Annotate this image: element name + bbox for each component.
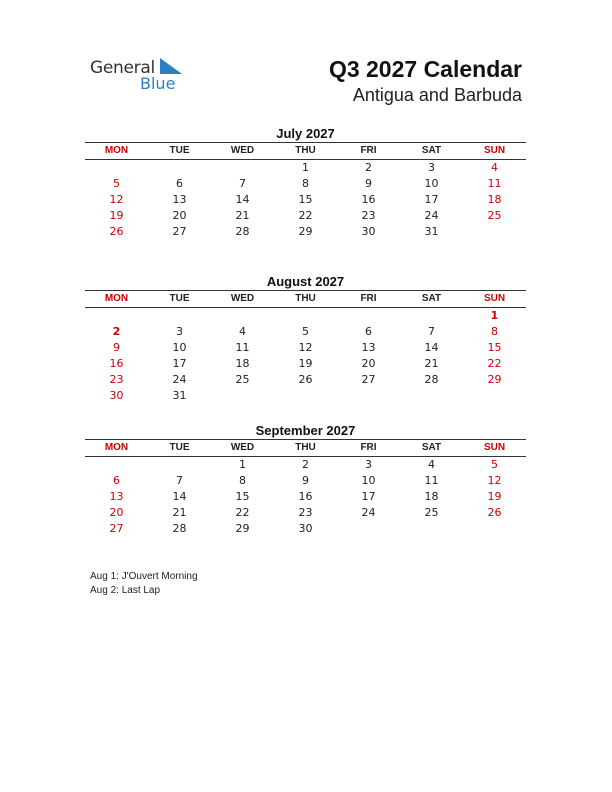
day-cell: 8 bbox=[491, 325, 498, 338]
day-cell: 15 bbox=[298, 193, 313, 206]
day-cell: 16 bbox=[109, 357, 124, 370]
day-cell: 3 bbox=[428, 161, 435, 174]
day-cell: 22 bbox=[235, 506, 250, 519]
day-cell: 1 bbox=[239, 458, 246, 471]
weekday-wed: WED bbox=[230, 442, 255, 453]
day-cell: 4 bbox=[491, 161, 498, 174]
month-title: August 2027 bbox=[266, 274, 345, 289]
month-august bbox=[85, 273, 526, 404]
day-cell: 5 bbox=[113, 177, 120, 190]
day-cell: 20 bbox=[172, 209, 187, 222]
week-row bbox=[85, 505, 526, 521]
day-cell: 31 bbox=[424, 225, 439, 238]
day-cell: 30 bbox=[361, 225, 376, 238]
day-cell: 6 bbox=[176, 177, 183, 190]
logo-flag-icon bbox=[160, 58, 182, 74]
month-grid bbox=[85, 142, 526, 240]
day-cell: 27 bbox=[109, 522, 124, 535]
day-cell: 11 bbox=[487, 177, 502, 190]
day-cell: 10 bbox=[361, 474, 376, 487]
day-cell: 15 bbox=[487, 341, 502, 354]
month-july bbox=[85, 125, 526, 240]
day-cell bbox=[211, 308, 274, 324]
day-cell: 5 bbox=[491, 458, 498, 471]
day-cell bbox=[400, 521, 463, 537]
day-cell: 5 bbox=[302, 325, 309, 338]
logo-word-blue: Blue bbox=[140, 74, 176, 93]
day-cell: 14 bbox=[235, 193, 250, 206]
logo-word-general: General bbox=[90, 58, 155, 78]
weekday-mon: MON bbox=[104, 293, 129, 304]
weekday-sat: SAT bbox=[421, 293, 442, 304]
day-cell: 8 bbox=[302, 177, 309, 190]
day-cell bbox=[274, 388, 337, 404]
day-cell: 29 bbox=[298, 225, 313, 238]
day-cell: 2 bbox=[112, 325, 121, 338]
weekday-wed: WED bbox=[230, 293, 255, 304]
day-cell bbox=[463, 388, 526, 404]
week-row bbox=[85, 176, 526, 192]
day-cell: 22 bbox=[487, 357, 502, 370]
day-cell: 21 bbox=[235, 209, 250, 222]
week-row bbox=[85, 473, 526, 489]
month-title: July 2027 bbox=[276, 126, 335, 141]
day-cell bbox=[148, 160, 211, 176]
holiday-list bbox=[90, 570, 198, 598]
day-cell: 12 bbox=[109, 193, 124, 206]
day-cell: 10 bbox=[424, 177, 439, 190]
weekday-header-row bbox=[85, 440, 526, 457]
weekday-sat: SAT bbox=[421, 145, 442, 156]
day-cell: 24 bbox=[424, 209, 439, 222]
day-cell bbox=[337, 308, 400, 324]
weekday-mon: MON bbox=[104, 442, 129, 453]
month-grid bbox=[85, 290, 526, 404]
day-cell: 13 bbox=[172, 193, 187, 206]
weekday-wed: WED bbox=[230, 145, 255, 156]
week-row bbox=[85, 356, 526, 372]
week-row bbox=[85, 192, 526, 208]
weekday-tue: TUE bbox=[169, 442, 190, 453]
day-cell: 13 bbox=[361, 341, 376, 354]
day-cell bbox=[463, 224, 526, 240]
day-cell: 3 bbox=[365, 458, 372, 471]
weekday-sun: SUN bbox=[483, 442, 506, 453]
day-cell: 29 bbox=[487, 373, 502, 386]
day-cell: 16 bbox=[361, 193, 376, 206]
day-cell: 1 bbox=[490, 309, 499, 322]
day-cell: 15 bbox=[235, 490, 250, 503]
day-cell: 18 bbox=[235, 357, 250, 370]
month-title: September 2027 bbox=[255, 423, 356, 438]
day-cell: 20 bbox=[109, 506, 124, 519]
day-cell: 6 bbox=[113, 474, 120, 487]
day-cell: 26 bbox=[109, 225, 124, 238]
day-cell: 18 bbox=[487, 193, 502, 206]
day-cell: 9 bbox=[113, 341, 120, 354]
day-cell: 3 bbox=[176, 325, 183, 338]
month-grid bbox=[85, 439, 526, 537]
day-cell: 19 bbox=[109, 209, 124, 222]
weekday-sat: SAT bbox=[421, 442, 442, 453]
day-cell: 9 bbox=[302, 474, 309, 487]
day-cell: 28 bbox=[424, 373, 439, 386]
day-cell bbox=[400, 308, 463, 324]
day-cell: 8 bbox=[239, 474, 246, 487]
week-row bbox=[85, 457, 526, 473]
week-row bbox=[85, 372, 526, 388]
day-cell: 31 bbox=[172, 389, 187, 402]
day-cell: 7 bbox=[428, 325, 435, 338]
month-september bbox=[85, 422, 526, 537]
day-cell: 30 bbox=[298, 522, 313, 535]
holiday-item: Aug 1: J'Ouvert Morning bbox=[90, 571, 198, 582]
day-cell: 25 bbox=[424, 506, 439, 519]
day-cell bbox=[274, 308, 337, 324]
day-cell: 21 bbox=[424, 357, 439, 370]
weekday-thu: THU bbox=[295, 145, 316, 156]
day-cell bbox=[337, 388, 400, 404]
week-row bbox=[85, 521, 526, 537]
day-cell: 6 bbox=[365, 325, 372, 338]
day-cell bbox=[85, 160, 148, 176]
day-cell bbox=[148, 457, 211, 473]
day-cell: 14 bbox=[172, 490, 187, 503]
day-cell: 10 bbox=[172, 341, 187, 354]
day-cell: 9 bbox=[365, 177, 372, 190]
weekday-thu: THU bbox=[295, 442, 316, 453]
day-cell: 2 bbox=[302, 458, 309, 471]
day-cell: 23 bbox=[109, 373, 124, 386]
weekday-header-row bbox=[85, 143, 526, 160]
day-cell bbox=[148, 308, 211, 324]
day-cell: 25 bbox=[487, 209, 502, 222]
holiday-item: Aug 2: Last Lap bbox=[90, 585, 161, 596]
day-cell: 12 bbox=[298, 341, 313, 354]
day-cell: 17 bbox=[172, 357, 187, 370]
day-cell: 28 bbox=[235, 225, 250, 238]
week-row bbox=[85, 160, 526, 176]
day-cell: 21 bbox=[172, 506, 187, 519]
day-cell: 17 bbox=[361, 490, 376, 503]
day-cell: 27 bbox=[361, 373, 376, 386]
day-cell: 28 bbox=[172, 522, 187, 535]
day-cell: 4 bbox=[428, 458, 435, 471]
day-cell bbox=[463, 521, 526, 537]
week-row bbox=[85, 340, 526, 356]
day-cell: 25 bbox=[235, 373, 250, 386]
week-row bbox=[85, 489, 526, 505]
day-cell: 24 bbox=[361, 506, 376, 519]
week-row bbox=[85, 308, 526, 324]
day-cell bbox=[400, 388, 463, 404]
week-row bbox=[85, 224, 526, 240]
weekday-mon: MON bbox=[104, 145, 129, 156]
day-cell: 26 bbox=[487, 506, 502, 519]
day-cell: 11 bbox=[235, 341, 250, 354]
weekday-fri: FRI bbox=[360, 442, 377, 453]
day-cell: 19 bbox=[298, 357, 313, 370]
day-cell: 23 bbox=[298, 506, 313, 519]
day-cell: 17 bbox=[424, 193, 439, 206]
day-cell: 1 bbox=[302, 161, 309, 174]
weekday-tue: TUE bbox=[169, 145, 190, 156]
day-cell: 22 bbox=[298, 209, 313, 222]
day-cell: 13 bbox=[109, 490, 124, 503]
weekday-fri: FRI bbox=[360, 293, 377, 304]
weekday-header-row bbox=[85, 291, 526, 308]
day-cell: 16 bbox=[298, 490, 313, 503]
day-cell: 20 bbox=[361, 357, 376, 370]
week-row bbox=[85, 388, 526, 404]
weekday-sun: SUN bbox=[483, 145, 506, 156]
day-cell: 14 bbox=[424, 341, 439, 354]
day-cell bbox=[85, 457, 148, 473]
day-cell: 27 bbox=[172, 225, 187, 238]
weekday-sun: SUN bbox=[483, 293, 506, 304]
day-cell: 7 bbox=[176, 474, 183, 487]
day-cell: 12 bbox=[487, 474, 502, 487]
day-cell bbox=[211, 160, 274, 176]
weekday-fri: FRI bbox=[360, 145, 377, 156]
day-cell: 23 bbox=[361, 209, 376, 222]
week-row bbox=[85, 208, 526, 224]
generalblue-logo bbox=[90, 58, 190, 94]
day-cell: 2 bbox=[365, 161, 372, 174]
page-title: Q3 2027 Calendar bbox=[328, 56, 522, 82]
day-cell: 30 bbox=[109, 389, 124, 402]
day-cell: 26 bbox=[298, 373, 313, 386]
day-cell: 4 bbox=[239, 325, 246, 338]
day-cell: 24 bbox=[172, 373, 187, 386]
weekday-thu: THU bbox=[295, 293, 316, 304]
day-cell bbox=[85, 308, 148, 324]
country-subtitle: Antigua and Barbuda bbox=[352, 85, 522, 105]
day-cell: 18 bbox=[424, 490, 439, 503]
day-cell: 7 bbox=[239, 177, 246, 190]
day-cell: 19 bbox=[487, 490, 502, 503]
day-cell bbox=[211, 388, 274, 404]
day-cell: 11 bbox=[424, 474, 439, 487]
day-cell: 29 bbox=[235, 522, 250, 535]
day-cell bbox=[337, 521, 400, 537]
week-row bbox=[85, 324, 526, 340]
weekday-tue: TUE bbox=[169, 293, 190, 304]
